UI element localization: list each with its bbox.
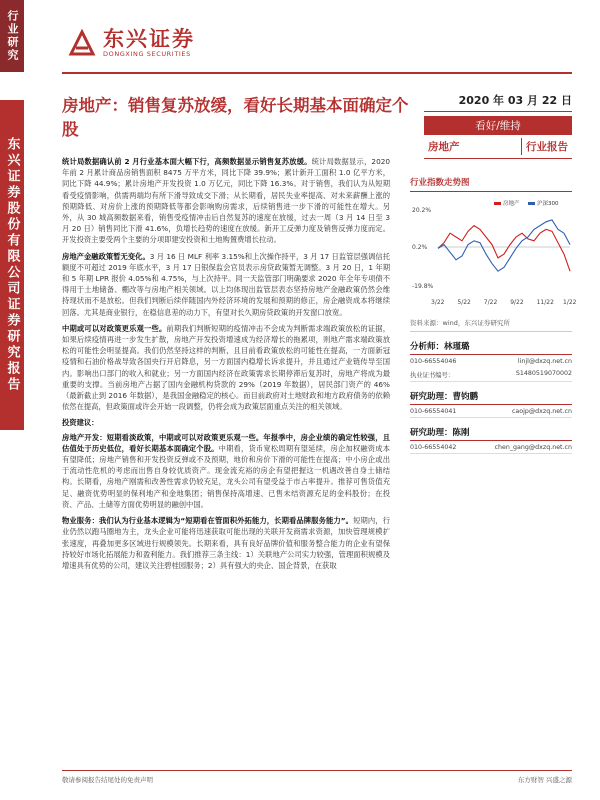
doc-type-label: 行业报告 (521, 138, 572, 155)
report-title: 房地产：销售复苏放缓，看好长期基本面确定个股 (62, 96, 409, 139)
meta-tags (424, 138, 572, 155)
x-tick-label: 7/22 (483, 299, 498, 306)
assistant-name: 陈刚 (452, 428, 470, 438)
footer-slogan: 东方财智 兴盛之源 (517, 776, 572, 784)
assistant-name: 曹钧鹏 (452, 392, 479, 402)
analyst-contact (410, 355, 572, 367)
paragraph (62, 323, 390, 413)
report-date: 2020 年 03 月 22 日 (424, 92, 572, 112)
series-line-hs300 (438, 220, 570, 271)
paragraph-body: 前期我们判断短期的疫情冲击不会成为判断需求端政策放松的证据，如果后续疫情再进一步发生扩散，房地产开发投资增速成为经济增长的拖累项，则地产需求端政策放松的可能性会明显提高。我们仍然坚持这样的判断，且目前看政策放松的可能性在提高，一方面新冠疫情和石油价格战导致各国央行开启降息，另一方面国内稳增长诉求提升，并且通过产业链传导至国内。影响出口部门的收入和就业；另一方面国内经济在政策需求长期停滞后复苏时，房地产将成为最重要的支撑。当前房地产占据了国内金融机构贷款的 29%（2019 年数据），居民部门资产的 46%（最新截止到 2016 年数据），是我国金融稳定的核心。而目前政府对土地财政和地方政府债务的依赖依然在提高，但政策面或许会开始一段调整，仍将会成为政策层面重点关注的相关领域。 (62, 323, 391, 412)
paragraph-lead: 物业服务：我们认为行业基本逻辑为“短期看在管面积外拓能力，长期看品牌服务能力”。 (62, 516, 354, 526)
analyst-name: 林瑾璐 (444, 342, 470, 352)
assistant-label: 研究助理： (410, 392, 453, 402)
analyst-heading (410, 340, 572, 355)
assistant-label: 研究助理： (410, 428, 453, 438)
logo-mark-icon (67, 28, 97, 58)
assistant-email: chen_gang@dxzq.net.cn (494, 444, 572, 451)
assistant-heading (410, 390, 572, 405)
analyst-cert (410, 367, 572, 382)
y-tick-label: 20.2% (412, 207, 432, 214)
x-tick-label: 1/22 (563, 299, 577, 306)
side-section-label: 行业研究 (0, 0, 24, 72)
paragraph-lead: 房地产金融政策暂无变化。 (62, 251, 150, 261)
index-chart (410, 196, 577, 316)
chart-title: 行业指数走势图 (410, 176, 572, 192)
logo-name-en: DONGXING SECURITIES (103, 50, 191, 58)
legend-swatch-hs300 (528, 202, 535, 205)
series-line-realestate (438, 226, 570, 272)
side-company-label: 东兴证券股份有限公司证券研究报告 (0, 100, 24, 430)
legend-label: 房地产 (503, 201, 520, 207)
paragraph-body: 3 月 16 日 MLF 利率 3.15%和上次操作持平，3 月 17 日监管层强调信托额度不可超过 2019 年底水平，3 月 17 日银保监会官员表示房贷政策暂无调整。3 月 20 日，1 年期和 5 年期 LPR 报价 4.05%和 4.75%，与上次持平。同一天监管部门明确要求 2020 年全年专项债不得用于土地储备、棚改等与房地产相关领域。以上均体现出监管层表态坚持房地产金融政策仍然会维持现状而不是放松。但我们判断后续伴随国内外经济环境的发展和预期的修正，房企融资成本将继续回落。尤其是商业银行，在稳信息差的动力下，有望对长久期房贷政策的开发窗口放宽。 (62, 251, 391, 317)
paragraph (62, 432, 390, 510)
analyst-label: 分析师： (410, 342, 445, 352)
paragraph (62, 515, 390, 571)
legend-label: 沪深300 (537, 201, 559, 207)
chart-source: 资料来源：wind，东兴证券研究所 (410, 318, 572, 332)
paragraph-lead: 中期或可以对政策更乐观一些。 (62, 323, 167, 333)
analyst-cert-label: 执业证书编号： (410, 372, 455, 379)
assistant-phone: 010-66554041 (410, 408, 457, 415)
investment-advice-heading: 投资建议： (62, 418, 99, 428)
meta-rule (424, 158, 572, 159)
x-tick-label: 11/22 (536, 299, 554, 306)
assistant-contact (410, 441, 572, 454)
sector-label: 房地产 (428, 141, 460, 153)
y-tick-label: -19.8% (412, 283, 434, 290)
right-column (410, 176, 577, 454)
analyst-phone: 010-66554046 (410, 358, 457, 365)
paragraph (62, 251, 390, 318)
x-tick-label: 9/22 (510, 299, 524, 306)
paragraph-body: 统计局数据显示，2020 年前 2 月累计商品房销售面积 8475 万平方米，同比下降 39.9%；累计新开工面积 1.0 亿平方米，同比下降 44.9%；累计房地产开发投资 1.0 万亿元，同比下降 16.3%。对于销售，我们认为从短期看受疫情影响，供需两端均有所下滑导致成交下滑；从长期看，居民失业率提高、对未来薪酬上涨的预期降低、对房价上涨的预期降低等都会影响购房需求，后续销售进一步下滑的可能性在增大。另外，从 30 城高频数据来看，销售受疫情冲击后自然复苏的速度在放缓，过去一周（3 月 14 日至 3 月 20 日）销售同比下滑 41.6%，负增长趋势的速度在放缓。新开工反弹力度及销售反弹力度而定。开发投资主要受两个主要的分项即建安投资和土地购置费增长拉动。 (62, 157, 390, 245)
footer-disclaimer: 敬请参阅报告结尾处的免责声明 (62, 776, 153, 784)
assistant-contact (410, 405, 572, 418)
x-tick-label: 3/22 (431, 299, 445, 306)
header-rule (62, 72, 572, 74)
logo-name-cn: 东兴证券 (103, 27, 195, 51)
legend-swatch-realestate (494, 202, 501, 205)
index-chart-svg (410, 196, 577, 316)
paragraph-body: 短期内，行业仍然以跑马圈地为主，龙头企业可能将迅速获取可能出现的关联开发商需求资源，加快管理规模扩张速度，再叠加更多区域进行规模领先。长期来看，具有良好品牌价值和服务整合能力的企业有望保持较好市场化拓展能力和盈利能力。我们推荐三条主线：1）关联地产公司实力较强，管理面积规模及增速具有优势的公司，建议关注碧桂园服务；2）具有强大的央企、国企背景，在获取 (62, 516, 390, 570)
y-tick-label: 0.2% (412, 244, 428, 251)
main-text (62, 156, 390, 576)
paragraph-body: 中期看，货币宽松周期有望延续，房企加权融资成本有望降低；房地产销售和开发投资反弹或不及预期，地价和房价下滑的可能性在提高；中小房企或出于流动性危机的考虑而出售自身较优质资产。现金流充裕的房企有望把握这一机遇改善自身土储结构。长期看，房地产刚需和改善性需求仍较充足，龙头公司有望受益于市占率提升。推荐可售货值充足、融资优势明显的保利地产和金地集团；销售保持高增速、已售未结资源充足的金科股份；在投资、产品、土储等方面优势明显的融创中国。 (62, 443, 391, 509)
paragraph-lead: 房地产开发：短期看淡政策，中期或可以对政策更乐观一些。年报季中，房企业绩的确定性较强，且估值处于历史低位，看好长期基本面确定个股。 (62, 432, 390, 453)
assistant-heading (410, 426, 572, 441)
company-logo (67, 28, 195, 58)
x-tick-label: 5/22 (457, 299, 471, 306)
analyst-email: linjl@dxzq.net.cn (517, 358, 572, 365)
paragraph-lead: 统计局数据确认前 2 月行业基本面大幅下行，高频数据显示销售复苏放缓。 (62, 157, 312, 166)
analyst-cert-number: S1480519070002 (515, 370, 572, 377)
x-axis-labels (431, 299, 577, 306)
rating-badge: 看好/维持 (424, 116, 572, 135)
assistant-phone: 010-66554042 (410, 444, 457, 451)
page-footer (62, 770, 572, 784)
side-band (0, 0, 24, 800)
paragraph (62, 156, 390, 246)
assistant-email: caojp@dxzq.net.cn (511, 408, 572, 415)
report-meta (424, 92, 572, 159)
